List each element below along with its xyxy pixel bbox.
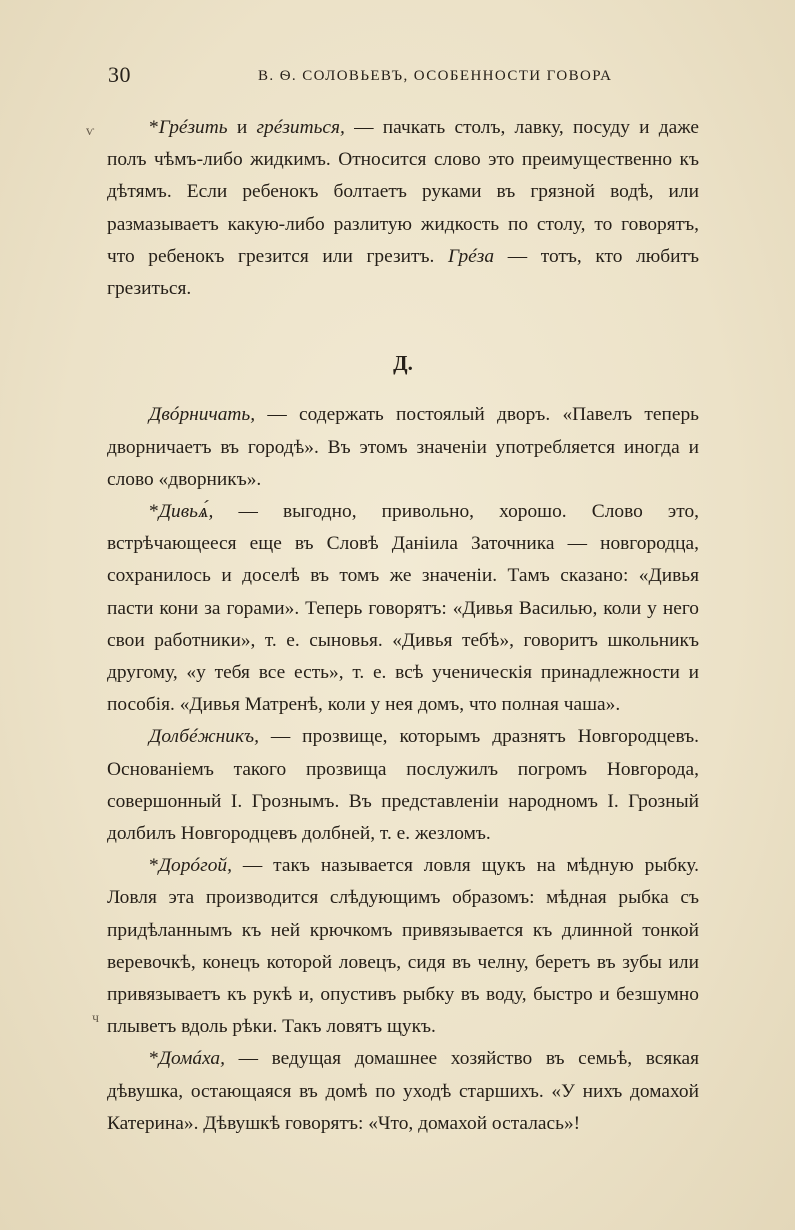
entry-paragraph [107,721,699,850]
entry-definition: — содержать постоялый дворъ. «Павелъ теперь дворничаетъ въ городѣ». Въ этомъ значеніи употребляется иногда и слово «дворникъ». [107,404,699,490]
entry-definition: — такъ называется ловля щукъ на мѣдную рыбку. Ловля эта производится слѣдующимъ образомъ: мѣдная рыбка съ придѣланнымъ къ ней крючкомъ привязывается къ длинной тонкой веревочкѣ, конецъ которой ловецъ, сидя въ челну, беретъ въ зубы или привязываетъ къ рукѣ и, опустивъ рыбку въ воду, быстро и безшумно плыветъ вдоль рѣки. Такъ ловятъ щукъ. [107,855,699,1038]
page-header [108,62,695,94]
page-number: 30 [108,62,131,87]
entry-word: Домáха, [158,1048,225,1070]
entry-word: Долбéжникъ, [149,726,259,748]
entry-definition: — ведущая домашнее хозяйство въ семьѣ, всякая дѣвушка, остающаяся въ домѣ по уходѣ старшихъ. «У нихъ домахой Катерина». Дѣвушкѣ говорятъ: «Что, домахой осталась»! [107,1048,699,1134]
entry-word: грéзиться, [256,117,345,138]
entry-paragraph [107,496,699,721]
running-head: В. Ѳ. СОЛОВЬЕВЪ, ОСОБЕННОСТИ ГОВОРА [258,68,613,84]
entry-paragraph [107,850,699,1043]
entry-word: Грéза [447,245,495,267]
entry-star: * [149,1048,159,1070]
entry-word: Дорóгой, [158,855,232,877]
entry-star: * [149,855,159,877]
section-heading: Д. [393,351,413,376]
margin-mark: ѵ [86,124,95,139]
entry-word: Грéзить [158,117,228,138]
entry-star: * [149,117,159,138]
entry-word: Дивьѧ́, [158,501,214,523]
entry-star: * [149,501,159,523]
entry-paragraph [107,399,699,496]
entry-definition: — прозвище, которымъ дразнятъ Новгородцевъ. Основаніемъ такого прозвища послужилъ погромъ Новгорода, совершонный І. Грознымъ. Въ представленіи народномъ І. Грозный долбилъ Новгородцевъ долбней, т. е. жезломъ. [107,726,699,845]
entry-connector: и [227,117,257,138]
margin-mark: ч [92,1011,100,1026]
body-text [107,112,699,1140]
entry-definition: — тотъ, кто любитъ грезиться. [107,245,699,300]
entry-definition: — пачкать столъ, лавку, посуду и даже полъ чѣмъ-либо жидкимъ. Относится слово это преимущественно къ дѣтямъ. Если ребенокъ болтаетъ руками въ грязной водѣ, или размазываетъ какую-либо разлитую жидкость по столу, то говорятъ, что ребенокъ грезится или грезитъ. [107,117,699,267]
entry-paragraph [107,1043,699,1140]
paragraph-grezit [107,112,699,305]
entry-definition: — выгодно, привольно, хорошо. Слово это, встрѣчающееся еще въ Словѣ Даніила Заточника — новгородца, сохранилось и доселѣ въ томъ же значеніи. Тамъ сказано: «Дивья пасти кони за горами». Теперь говорятъ: «Дивья Василью, коли у него свои работники», т. е. сыновья. «Дивья тебѣ», говоритъ школьникъ другому, «у тебя все есть», т. е. всѣ ученическія принадлежности и пособія. «Дивья Матренѣ, коли у нея домъ, что полная чаша». [107,501,699,716]
entry-word: Двóрничать, [149,404,256,426]
